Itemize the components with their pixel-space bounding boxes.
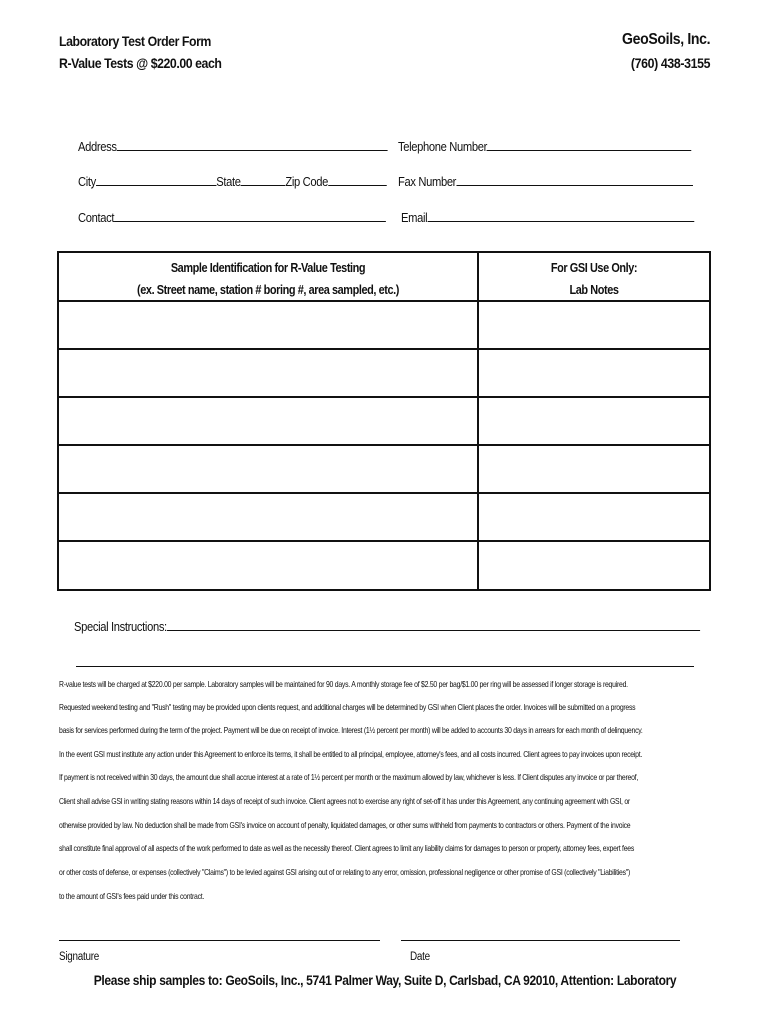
state-line[interactable] [241, 173, 286, 186]
terms-line-8: shall constitute final approval of all aspects of the work performed to date as well as the necessity thereof. Client agrees to limit any liability claims for damages to person or property, attorney fees, expert fees [59, 844, 635, 853]
form-title: Laboratory Test Order Form [59, 33, 211, 49]
email-line[interactable] [427, 209, 694, 222]
telephone-line[interactable] [487, 138, 692, 151]
company-phone: (760) 438-3155 [630, 55, 710, 71]
city-line[interactable] [96, 173, 216, 186]
fax-label: Fax Number [398, 174, 457, 189]
terms-line-10: to the amount of GSI's fees paid under this contract. [59, 892, 205, 901]
special-instructions-label: Special Instructions: [74, 619, 167, 634]
address-field[interactable] [78, 138, 388, 154]
table-row-divider [59, 348, 709, 350]
table-row-divider [59, 540, 709, 542]
lab-notes-header [479, 257, 709, 301]
zip-line[interactable] [328, 173, 386, 186]
table-row-divider [59, 492, 709, 494]
telephone-field[interactable] [398, 138, 692, 154]
company-name: GeoSoils, Inc. [621, 31, 710, 48]
form-subtitle: R-Value Tests @ $220.00 each [59, 55, 222, 71]
date-line[interactable] [401, 940, 680, 941]
table-row-divider [59, 444, 709, 446]
terms-line-4: In the event GSI must institute any action under this Agreement to enforce its terms, it shall be entitled to all principal, employee, attorney's fees, and all costs incurred. Client agrees to pay invoices upon receipt. [59, 750, 643, 759]
shipping-instructions: Please ship samples to: GeoSoils, Inc., 5741 Palmer Way, Suite D, Carlsbad, CA 92010, Attention: Laboratory [93, 972, 677, 988]
terms-line-7: otherwise provided by law. No deduction shall be made from GSI's invoice on account of penalty, liquidated damages, or other sums withheld from payments to contractors or others. Payment of the invoice [59, 821, 631, 830]
table-row-divider [59, 396, 709, 398]
address-line[interactable] [117, 138, 388, 151]
special-instructions-line[interactable] [167, 618, 700, 631]
telephone-label: Telephone Number [398, 139, 487, 154]
special-instructions-field[interactable] [74, 618, 700, 634]
email-label: Email [401, 210, 428, 225]
terms-line-9: or other costs of defense, or expenses (collectively "Claims") to be levied against GSI arising out of or relating to any error, omission, professional negligence or other promise of GSI (collectively "Liabilities") [59, 868, 631, 877]
email-field[interactable] [401, 209, 694, 225]
fax-line[interactable] [456, 173, 693, 186]
contact-line[interactable] [114, 209, 386, 222]
city-label: City [78, 174, 96, 189]
contact-field[interactable] [78, 209, 386, 225]
sample-id-header [59, 257, 477, 301]
sample-table [57, 251, 711, 591]
table-row-divider [59, 300, 709, 302]
column-divider [477, 253, 479, 589]
sample-id-header-line2: (ex. Street name, station # boring #, area sampled, etc.) [137, 282, 399, 297]
special-instructions-line-2[interactable] [76, 666, 694, 667]
state-label: State [216, 174, 241, 189]
lab-notes-header-line1: For GSI Use Only: [550, 260, 638, 275]
city-state-zip-field[interactable] [78, 173, 386, 189]
date-label: Date [410, 951, 430, 963]
contact-label: Contact [78, 210, 115, 225]
terms-line-6: Client shall advise GSI in writing stating reasons within 14 days of receipt of such invoice. Client agrees not to exercise any right of set-off it has under this Agreement, any continuing agreement with GSI, or [59, 797, 630, 806]
terms-line-1: R-value tests will be charged at $220.00 per sample. Laboratory samples will be maintained for 90 days. A monthly storage fee of $2.50 per bag/$1.00 per ring will be assessed if longer storage is required. [59, 680, 628, 689]
zip-label: Zip Code [285, 174, 329, 189]
signature-label: Signature [59, 951, 100, 963]
signature-line[interactable] [59, 940, 380, 941]
address-label: Address [78, 139, 117, 154]
terms-line-5: If payment is not received within 30 days, the amount due shall accrue interest at a rate of 1½ percent per month or the maximum allowed by law, whichever is less. If Client disputes any invoice or par thereof, [59, 773, 638, 782]
lab-notes-header-line2: Lab Notes [569, 282, 619, 297]
terms-line-2: Requested weekend testing and "Rush" testing may be provided upon clients request, and additional charges will be determined by GSI when Client places the order. Invoices will be submitted on a progress [59, 703, 636, 712]
sample-id-header-line1: Sample Identification for R-Value Testing [170, 260, 366, 275]
fax-field[interactable] [398, 173, 693, 189]
terms-line-3: basis for services performed during the term of the project. Payment will be due on receipt of invoice. Interest (1½ percent per month) will be added to accounts 30 days in arrears for each month of delinquency. [59, 726, 643, 735]
